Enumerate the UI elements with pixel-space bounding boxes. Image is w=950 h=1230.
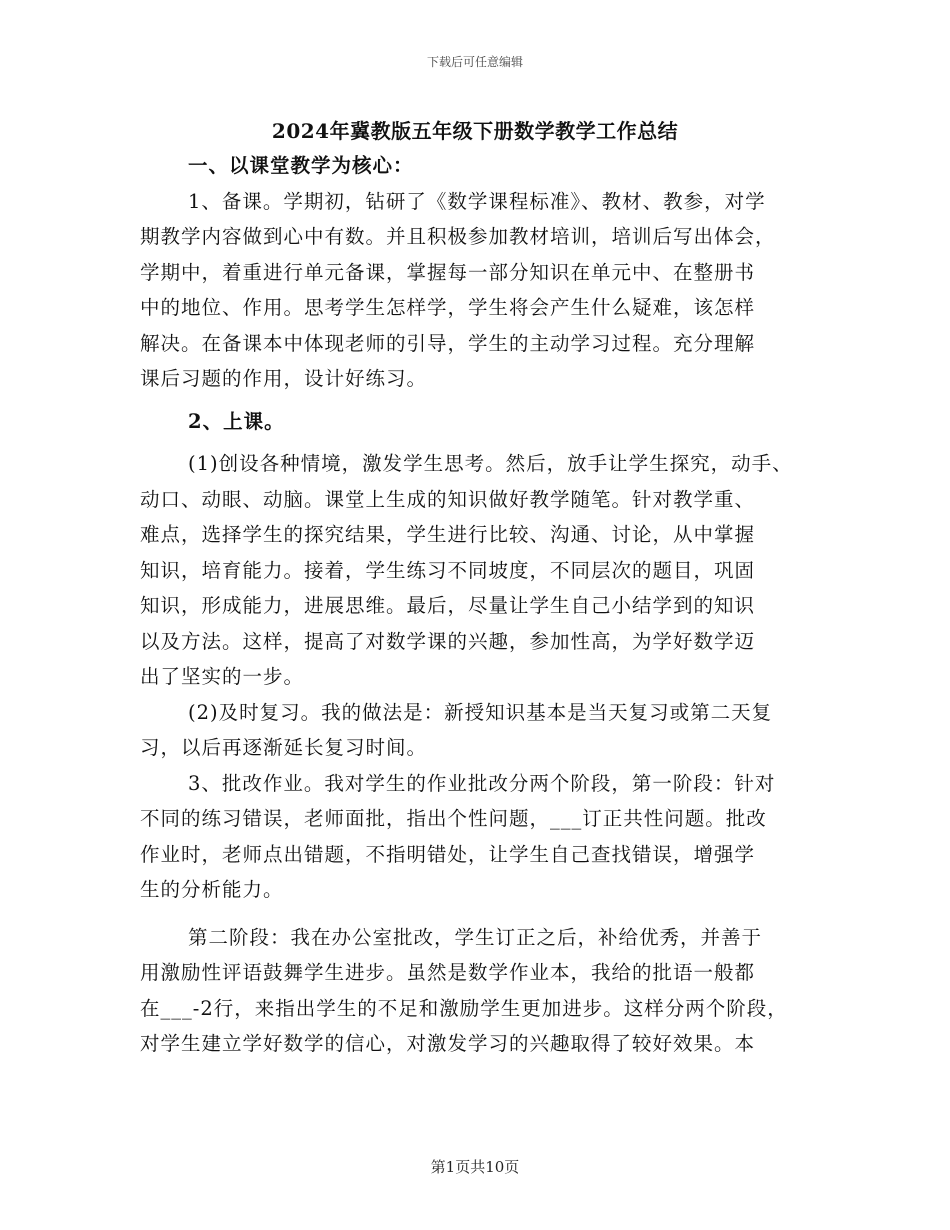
paragraph-line: 对学生建立学好数学的信心，对激发学习的兴趣取得了较好效果。本 (140, 1032, 756, 1055)
paragraph-line: 在___-2行，来指出学生的不足和激励学生更加进步。这样分两个阶段， (140, 996, 788, 1020)
paragraph-lesson-prep (140, 184, 830, 397)
paragraph-stage-two (140, 920, 830, 1062)
paragraph-line: 中的地位、作用。思考学生怎样学，学生将会产生什么疑难，该怎样 (140, 296, 756, 319)
paragraph-line: 不同的练习错误，老师面批，指出个性问题，___订正共性问题。批改 (140, 807, 767, 830)
paragraph-line: 动口、动眼、动脑。课堂上生成的知识做好教学随笔。针对教学重、 (140, 487, 756, 511)
paragraph-line: 知识，培育能力。接着，学生练习不同坡度，不同层次的题目，巩固 (140, 558, 756, 582)
paragraph-line: 出了坚实的一步。 (140, 665, 305, 688)
paragraph-line: 作业时，老师点出错题，不指明错处，让学生自己查找错误，增强学 (140, 842, 756, 866)
subheading-class: 2、上课。 (188, 409, 285, 433)
header-note: 下载后可任意编辑 (426, 55, 523, 69)
paragraph-line: (1)创设各种情境，激发学生思考。然后，放手让学生探究，动手、 (188, 452, 793, 475)
paragraph-line: 解决。在备课本中体现老师的引导，学生的主动学习过程。充分理解 (140, 331, 756, 355)
paragraph-line: 期教学内容做到心中有数。并且积极参加教材培训，培训后写出体会， (140, 225, 776, 248)
paragraph-line: 难点，选择学生的探究结果，学生进行比较、沟通、讨论，从中掌握 (140, 523, 756, 546)
paragraph-line: (2)及时复习。我的做法是：新授知识基本是当天复习或第二天复 (188, 700, 773, 724)
paragraph-line: 知识，形成能力，进展思维。最后，尽量让学生自己小结学到的知识 (140, 594, 756, 617)
document-title: 2024年冀教版五年级下册数学教学工作总结 (271, 119, 679, 143)
paragraph-line: 课后习题的作用，设计好练习。 (140, 367, 428, 390)
paragraph-review (140, 695, 830, 766)
paragraph-homework (140, 766, 830, 908)
paragraph-line: 习，以后再逐渐延长复习时间。 (140, 736, 428, 759)
paragraph-line: 生的分析能力。 (140, 878, 284, 901)
page-footer: 第1页共10页 (430, 1158, 520, 1176)
paragraph-line: 以及方法。这样，提高了对数学课的兴趣，参加性高，为学好数学迈 (140, 629, 756, 653)
paragraph-line: 3、批改作业。我对学生的作业批改分两个阶段，第一阶段：针对 (188, 771, 776, 795)
paragraph-class-activities (140, 446, 830, 695)
paragraph-line: 用激励性评语鼓舞学生进步。虽然是数学作业本，我给的批语一般都 (140, 961, 756, 984)
paragraph-line: 1、备课。学期初，钻研了《数学课程标准》、教材、教参，对学 (188, 189, 766, 213)
paragraph-line: 学期中，着重进行单元备课，掌握每一部分知识在单元中、在整册书 (140, 260, 756, 284)
document-body (140, 148, 830, 1062)
paragraph-line: 第二阶段：我在办公室批改，学生订正之后，补给优秀，并善于 (188, 925, 763, 949)
section-heading: 一、以课堂教学为核心： (188, 154, 414, 177)
